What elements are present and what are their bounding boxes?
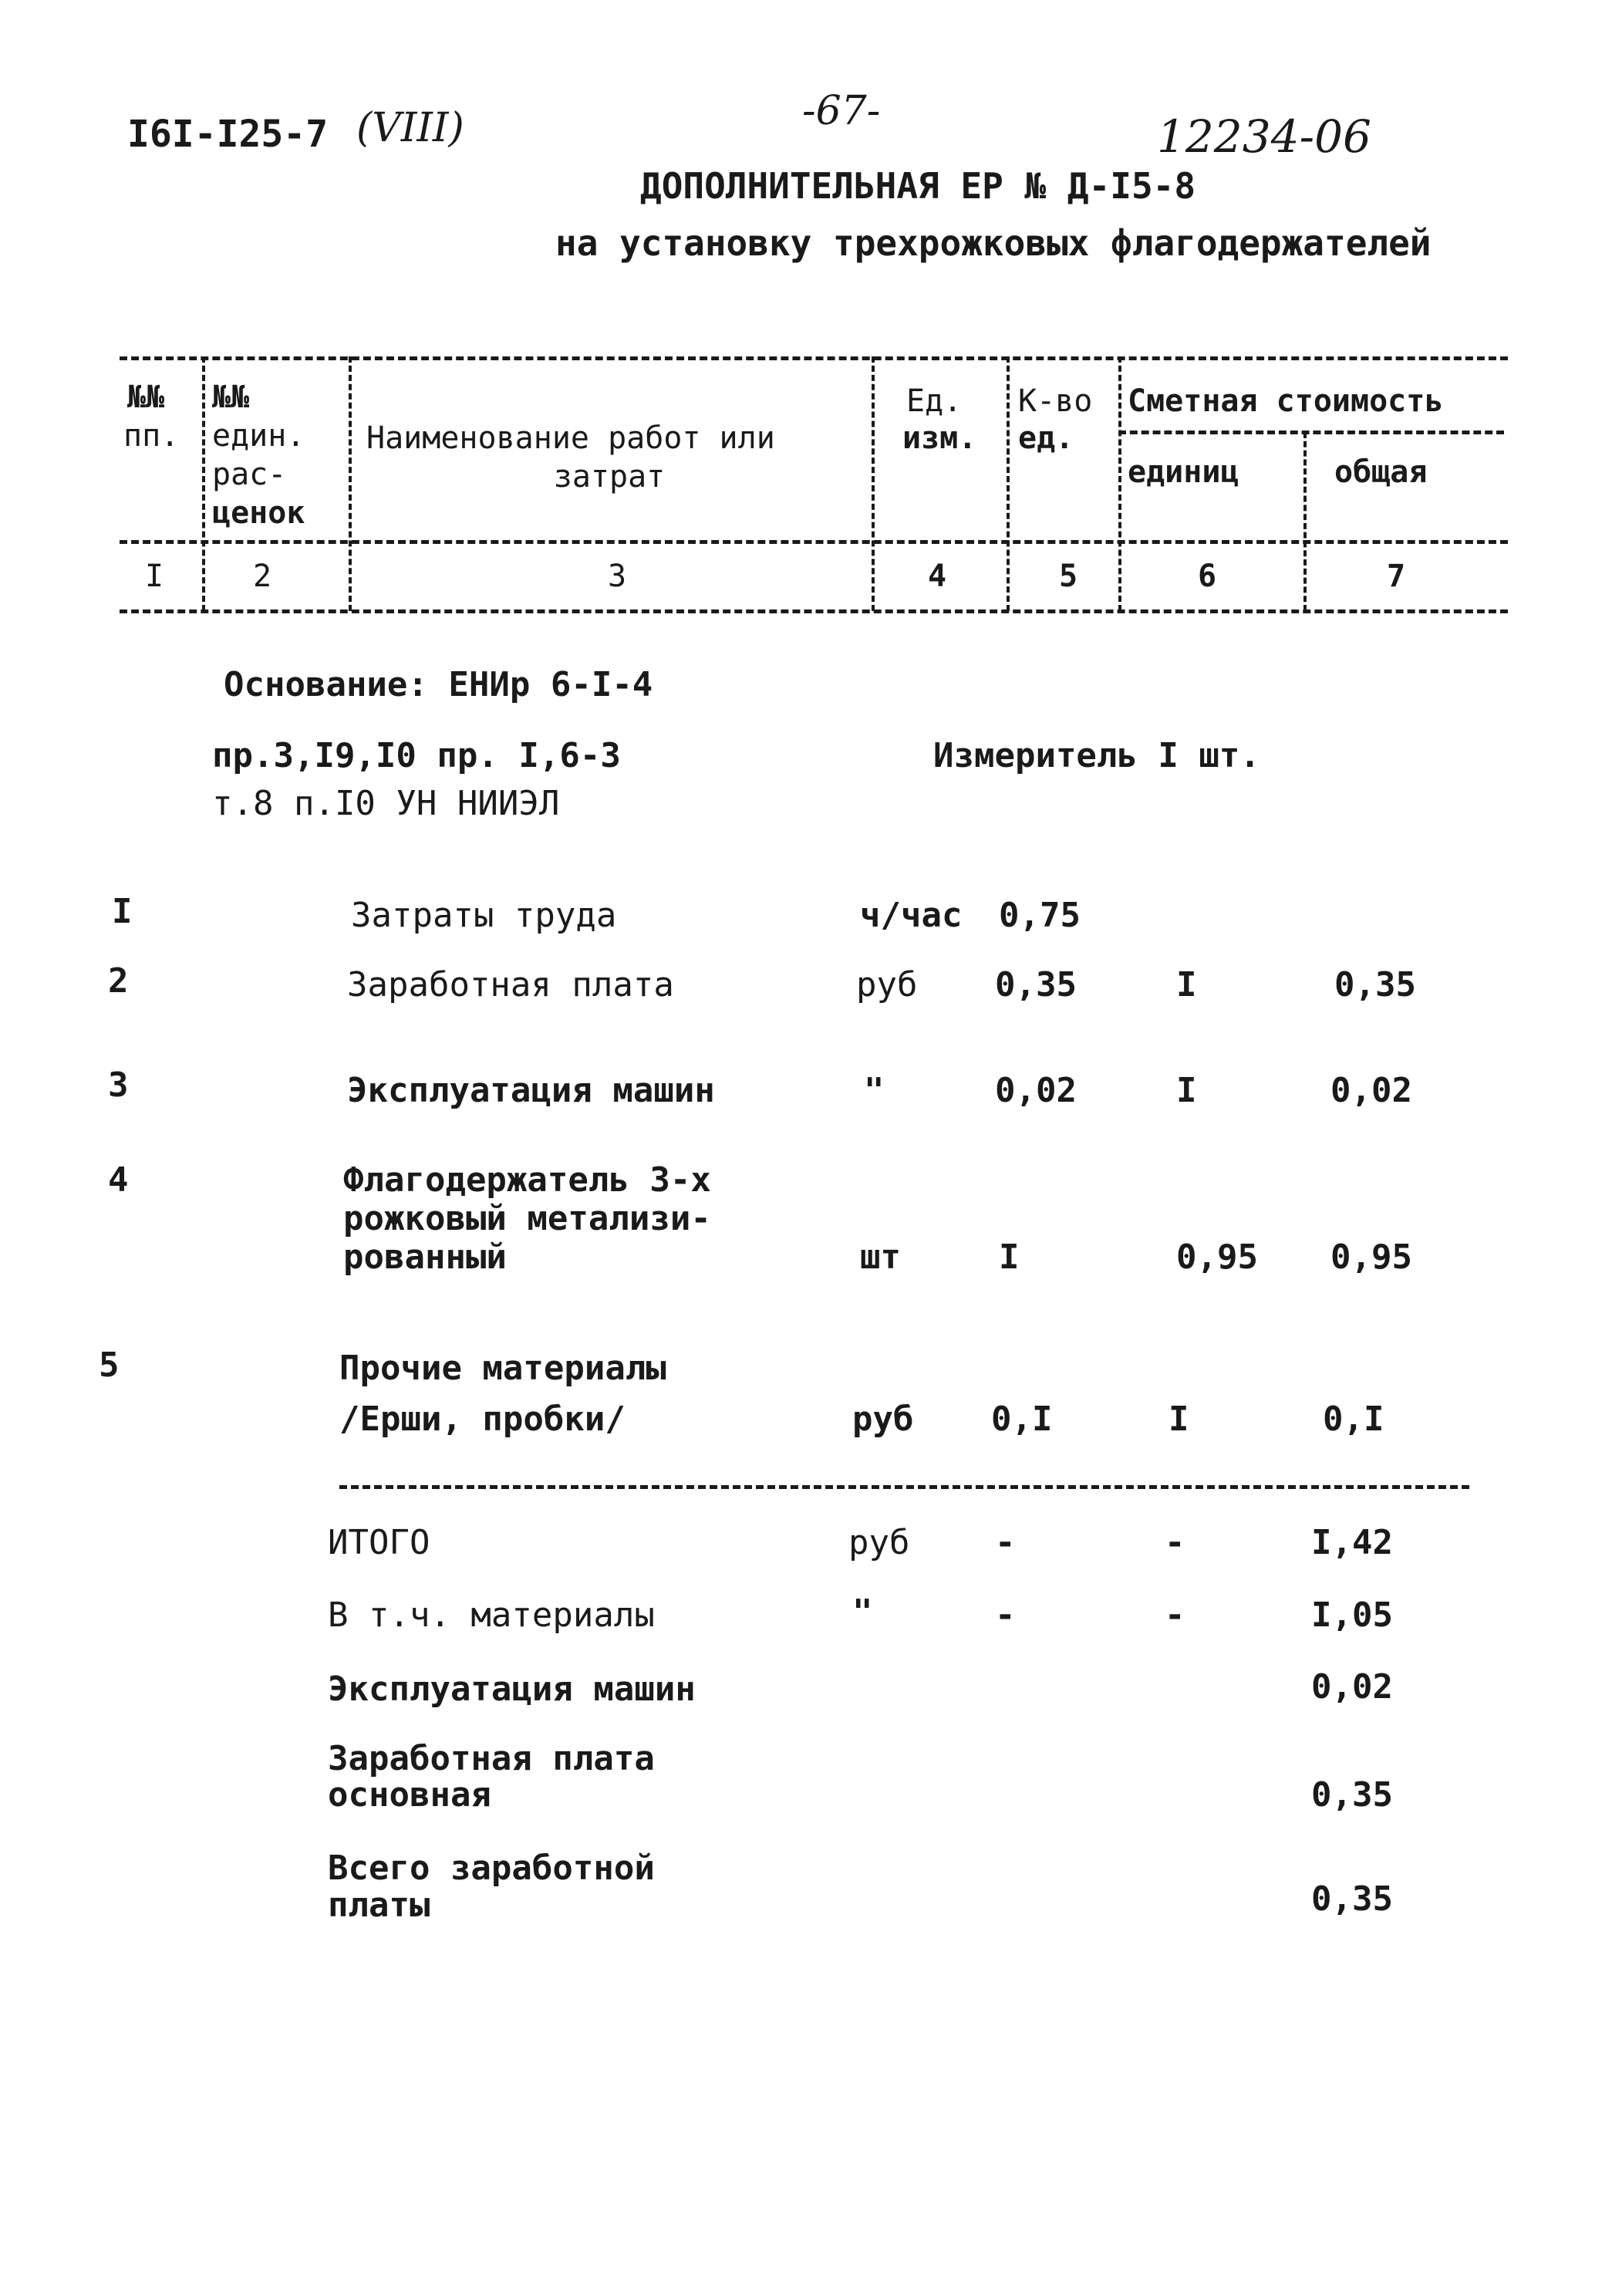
row-price: 0,95 (1176, 1237, 1258, 1277)
row-name: Затраты труда (351, 896, 617, 935)
header-col2-line4: ценок (212, 495, 305, 531)
summary-label-line1: Заработная плата (328, 1739, 655, 1778)
col-number-2: 2 (252, 559, 272, 594)
col-number-6: 6 (1197, 559, 1217, 594)
col-number-5: 5 (1058, 559, 1078, 594)
summary-total: 0,35 (1311, 1879, 1393, 1919)
summary-unit: руб (848, 1523, 910, 1562)
summary-label-line1: Всего заработной (328, 1849, 655, 1888)
basis-line2: пр.3,I9,I0 пр. I,6-3 (212, 736, 621, 775)
summary-label: ИТОГО (328, 1523, 430, 1562)
row-name: Эксплуатация машин (347, 1071, 715, 1110)
row-unit: руб (856, 965, 918, 1004)
row-unit: ч/час (860, 896, 963, 935)
header-col2-line1: №№ (212, 380, 250, 415)
header-col-divider (349, 356, 352, 611)
summary-label: Эксплуатация машин (328, 1670, 696, 1709)
document-code: I6I-I25-7 (127, 113, 329, 156)
header-col3-line1: Наименование работ или (366, 420, 775, 456)
document-title: ДОПОЛНИТЕЛЬНАЯ ЕР № Д-I5-8 (640, 165, 1196, 207)
summary-total: 0,35 (1311, 1775, 1393, 1815)
row-qty: I (999, 1237, 1020, 1277)
header-col5-line1: К-во (1018, 383, 1093, 419)
header-cost-group: Сметная стоимость (1128, 383, 1444, 419)
document-code-handwritten: (VIII) (356, 105, 464, 151)
header-col3-line2: затрат (553, 459, 666, 495)
basis-line3: т.8 п.I0 УН НИИЭЛ (212, 784, 560, 823)
row-total: 0,I (1323, 1400, 1384, 1439)
summary-price: - (1165, 1523, 1185, 1562)
header-col5-line2: ед. (1018, 420, 1074, 456)
header-col4-line1: Ед. (906, 383, 963, 419)
header-col-divider (872, 356, 875, 611)
header-col6: единиц (1128, 454, 1239, 490)
row-qty: 0,I (991, 1400, 1053, 1439)
summary-label: В т.ч. материалы (328, 1595, 655, 1635)
row-name-line1: Флагодержатель 3-х (343, 1160, 711, 1200)
summary-total: I,05 (1311, 1595, 1393, 1635)
row-name-line2: /Ерши, пробки/ (339, 1400, 626, 1439)
summary-qty: - (995, 1523, 1016, 1562)
header-col-divider (202, 356, 205, 611)
row-qty: 0,75 (999, 896, 1081, 935)
summary-unit: " (852, 1592, 873, 1632)
header-col1-line2: пп. (123, 418, 180, 454)
row-total: 0,95 (1330, 1237, 1412, 1277)
header-col7: общая (1334, 454, 1428, 490)
unit-of-measure: Измеритель I шт. (933, 736, 1260, 775)
summary-qty: - (995, 1595, 1016, 1635)
archive-number: 12234-06 (1157, 110, 1371, 163)
row-name-line1: Прочие материалы (339, 1349, 666, 1388)
col-number-1: I (144, 559, 164, 594)
header-col1-line1: №№ (127, 380, 165, 415)
col-number-4: 4 (927, 559, 947, 594)
row-qty: 0,02 (995, 1071, 1077, 1110)
basis-line1: Основание: ЕНИр 6-I-4 (224, 665, 653, 704)
row-price: I (1176, 965, 1197, 1004)
col-number-7: 7 (1386, 559, 1406, 594)
row-name-line2: рожковый метализи- (343, 1199, 711, 1238)
row-qty: 0,35 (995, 965, 1077, 1004)
row-unit: руб (852, 1400, 914, 1439)
summary-total: 0,02 (1311, 1667, 1393, 1707)
header-col2-line2: един. (212, 418, 305, 454)
row-total: 0,35 (1334, 965, 1416, 1004)
summary-price: - (1165, 1595, 1185, 1635)
row-number: 2 (108, 961, 129, 1001)
col-number-3: 3 (607, 559, 627, 594)
header-top-rule (120, 356, 1508, 360)
row-unit: " (864, 1071, 885, 1110)
row-number: 5 (99, 1346, 120, 1385)
header-col2-line3: рас- (212, 457, 287, 492)
row-name-line3: рованный (343, 1237, 507, 1277)
header-col4-line2: изм. (902, 420, 977, 456)
summary-label-line2: платы (328, 1886, 430, 1925)
document-subtitle: на установку трехрожковых флагодержателей (555, 222, 1432, 264)
header-col-divider (1303, 432, 1307, 611)
row-price: I (1176, 1071, 1197, 1110)
summary-total: I,42 (1311, 1523, 1393, 1562)
header-col-divider (1007, 356, 1010, 611)
row-number: 3 (108, 1065, 129, 1105)
header-mid-rule (120, 540, 1508, 544)
header-bottom-rule (120, 609, 1508, 613)
summary-rule (339, 1485, 1469, 1489)
row-total: 0,02 (1330, 1071, 1412, 1110)
page-number: -67- (802, 88, 881, 134)
header-col-divider (1118, 356, 1121, 611)
row-name: Заработная плата (347, 965, 674, 1004)
row-price: I (1169, 1400, 1189, 1439)
row-unit: шт (860, 1237, 901, 1277)
header-group-rule (1118, 430, 1504, 434)
row-number: I (112, 892, 133, 931)
summary-label-line2: основная (328, 1775, 491, 1815)
row-number: 4 (108, 1160, 129, 1200)
